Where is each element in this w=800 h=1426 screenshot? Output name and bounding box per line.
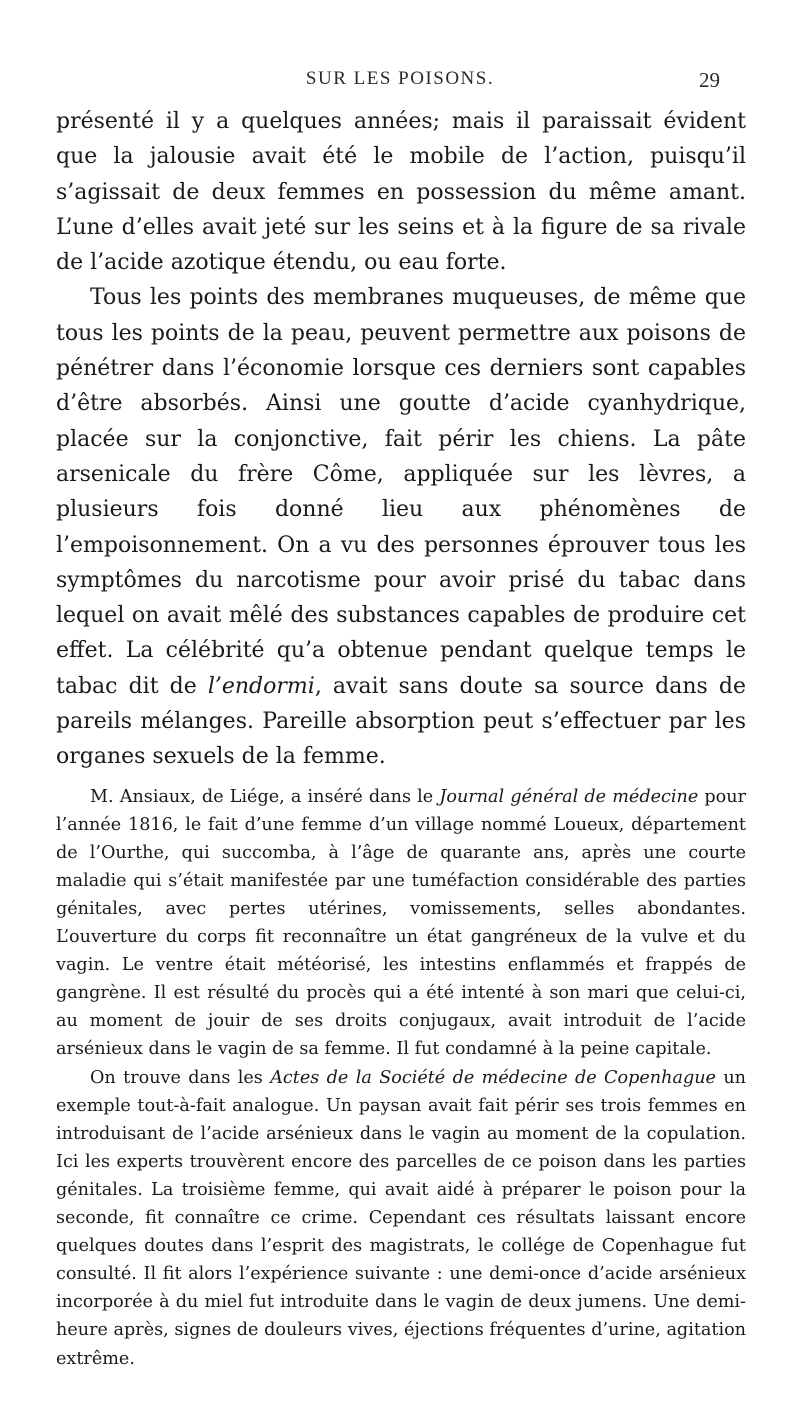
paragraph-copenhagen-case: On trouve dans les Actes de la Société de médecine de Copenhague un exemple tout-à-fait analogue. Un paysan avait fait périr ses trois femmes en introduisant de l’acide arsénieux dans le vagin au moment de la copulation. Ici les experts trouvèrent encore des parcelles de ce poison dans les parties génitales. La troisième femme, qui avait aidé à préparer le poison pour la seconde, fit connaître ce crime. Cependant ces résultats laissant encore quelques doutes dans l’esprit des magistrats, le collége de Copenhague fut consulté. Il fit alors l’expérience suivante : une demi-once d’acide arsénieux incorporée à du miel fut introduite dans le vagin de deux jumens. Une demi-heure après, signes de douleurs vives, éjections fréquentes d’urine, agitation extrême. — [56, 1067, 746, 1369]
paragraph-mucous-membranes: Tous les points des membranes muqueuses, de même que tous les points de la peau, peuvent permettre aux poisons de pénétrer dans l’économie lorsque ces derniers sont capables d’être absorbés. Ainsi une goutte d’acide cyanhydrique, placée sur la conjonctive, fait périr les chiens. La pâte arsenicale du frère Côme, appliquée sur les lèvres, a plusieurs fois donné lieu aux phénomènes de l’empoisonnement. On a vu des personnes éprouver tous les symptômes du narcotisme pour avoir prisé du tabac dans lequel on avait mêlé des substances capables de produire cet effet. La célébrité qu’a obtenue pendant quelque temps le tabac dit de l’endormi, avait sans doute sa source dans de pareils mélanges. Pareille absorption peut s’effectuer par les organes sexuels de la femme. — [56, 285, 746, 770]
page-header — [0, 68, 800, 98]
paragraph-ansiaux-case: M. Ansiaux, de Liége, a inséré dans le Journal général de médecine pour l’année 1816, le fait d’une femme d’un village nommé Loueux, département de l’Ourthe, qui succomba, à l’âge de quarante ans, après une courte maladie qui s’était manifestée par une tuméfaction considérable des parties génitales, avec pertes utérines, vomissements, selles abondantes. L’ouverture du corps fit reconnaître un état gangréneux de la vulve et du vagin. Le ventre était météorisé, les intestins enflammés et frappés de gangrène. Il est résulté du procès qui a été intenté à son mari que celui-ci, au moment de jouir de ses droits conjugaux, avait introduit de l’acide arsénieux dans le vagin de sa femme. Il fut condamné à la peine capitale. — [56, 786, 746, 1060]
paragraph-jealousy: présenté il y a quelques années; mais il paraissait évident que la jalousie avait été le mobile de l’action, puisqu’il s’agissait de deux femmes en possession du même amant. L’une d’elles avait jeté sur les seins et à la figure de sa rivale de l’acide azotique étendu, ou eau forte. — [56, 109, 746, 276]
page-number: 29 — [699, 68, 720, 92]
actes-title: Actes de la Société de médecine de Copenhague — [270, 1067, 716, 1088]
journal-title: Journal général de médecine — [439, 786, 699, 807]
italic-term-lendormi: l’endormi — [207, 673, 315, 699]
running-title: SUR LES POISONS. — [305, 68, 495, 89]
small-print-section — [56, 783, 746, 1373]
page-body — [56, 104, 746, 1373]
main-text — [56, 104, 746, 775]
